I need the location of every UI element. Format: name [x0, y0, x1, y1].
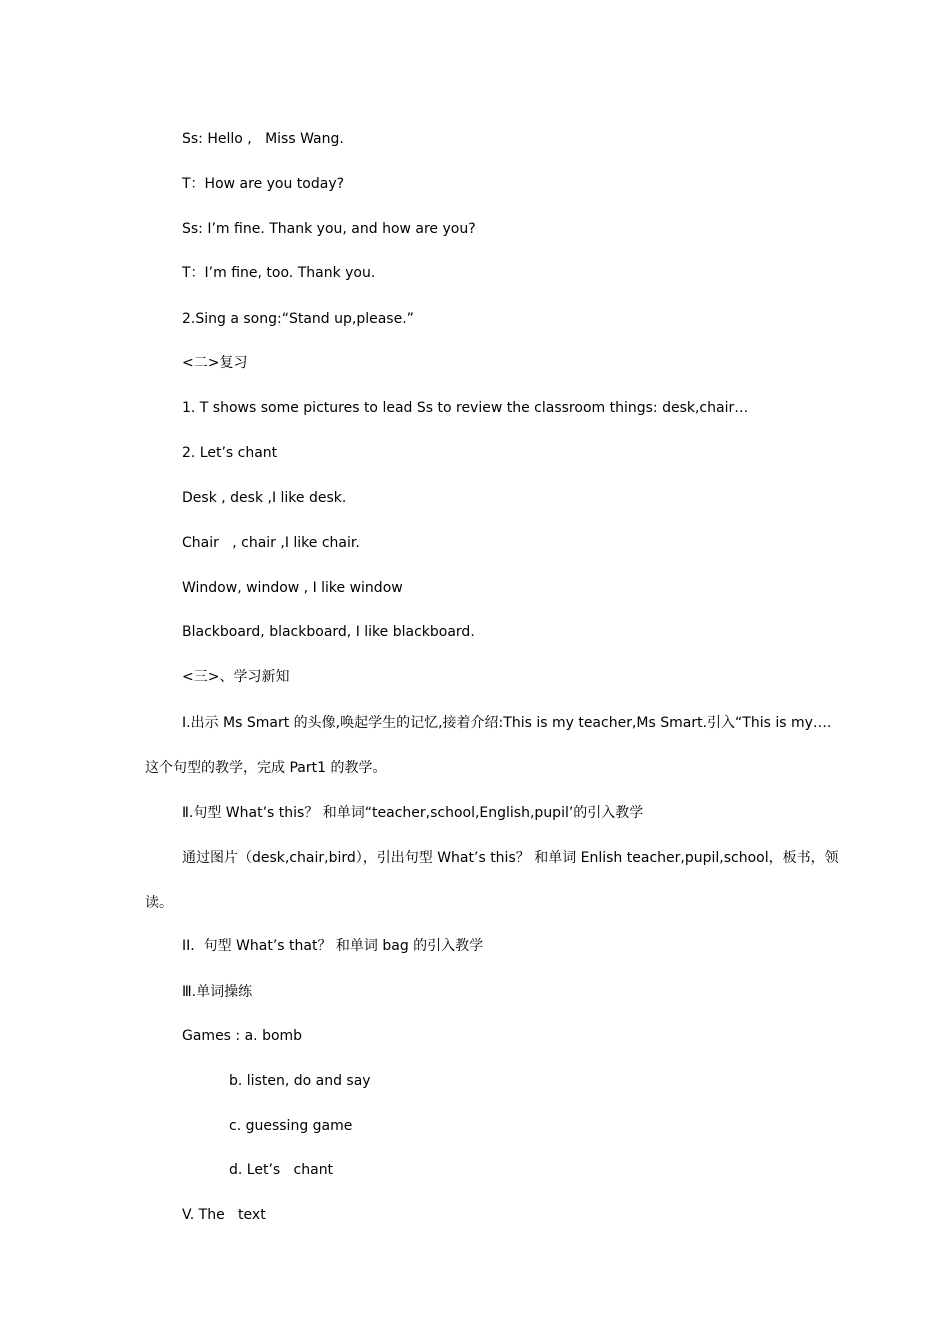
new-step-2: Ⅱ.句型 What’s this？ 和单词“teacher,school,English,pupil’的引入教学 — [182, 805, 644, 821]
song-line: 2.Sing a song:“Stand up,please.” — [182, 311, 414, 327]
review-step-2: 2. Let’s chant — [182, 445, 278, 461]
dialogue-line-2: T：How are you today? — [182, 176, 345, 192]
text-section-heading: V. The text — [182, 1207, 266, 1223]
games-item-a: Games : a. bomb — [182, 1028, 303, 1044]
dialogue-line-3: Ss: I’m fine. Thank you, and how are you? — [182, 221, 476, 237]
section-heading-new: <三>、学习新知 — [182, 669, 290, 685]
new-step-3: II. 句型 What’s that？ 和单词 bag 的引入教学 — [182, 938, 484, 954]
new-step-2-detail: 通过图片（desk,chair,bird），引出句型 What’s this？ 和单词 Enlish teacher,pupil,school，板书，领 — [182, 850, 839, 866]
games-item-b: b. listen, do and say — [229, 1073, 371, 1089]
games-item-c: c. guessing game — [229, 1118, 353, 1134]
games-item-d: d. Let’s chant — [229, 1162, 334, 1178]
dialogue-line-4: T：I’m fine, too. Thank you. — [182, 265, 376, 281]
chant-line-1: Desk , desk ,I like desk. — [182, 490, 347, 506]
dialogue-line-1: Ss: Hello , Miss Wang. — [182, 131, 344, 147]
section-heading-review: <二>复习 — [182, 355, 248, 371]
chant-line-4: Blackboard, blackboard, I like blackboard. — [182, 624, 475, 640]
chant-line-2: Chair , chair ,I like chair. — [182, 535, 360, 551]
review-step-1: 1. T shows some pictures to lead Ss to review the classroom things: desk,chair… — [182, 400, 749, 416]
new-step-1-continued: 这个句型的教学，完成 Part1 的教学。 — [145, 760, 387, 776]
new-step-1: Ⅰ.出示 Ms Smart 的头像,唤起学生的记忆,接着介绍:This is my teacher,Ms Smart.引入“This is my…. — [182, 715, 832, 731]
new-step-2-detail-continued: 读。 — [145, 895, 173, 911]
word-practice-heading: Ⅲ.单词操练 — [182, 984, 253, 1000]
chant-line-3: Window, window , I like window — [182, 580, 403, 596]
